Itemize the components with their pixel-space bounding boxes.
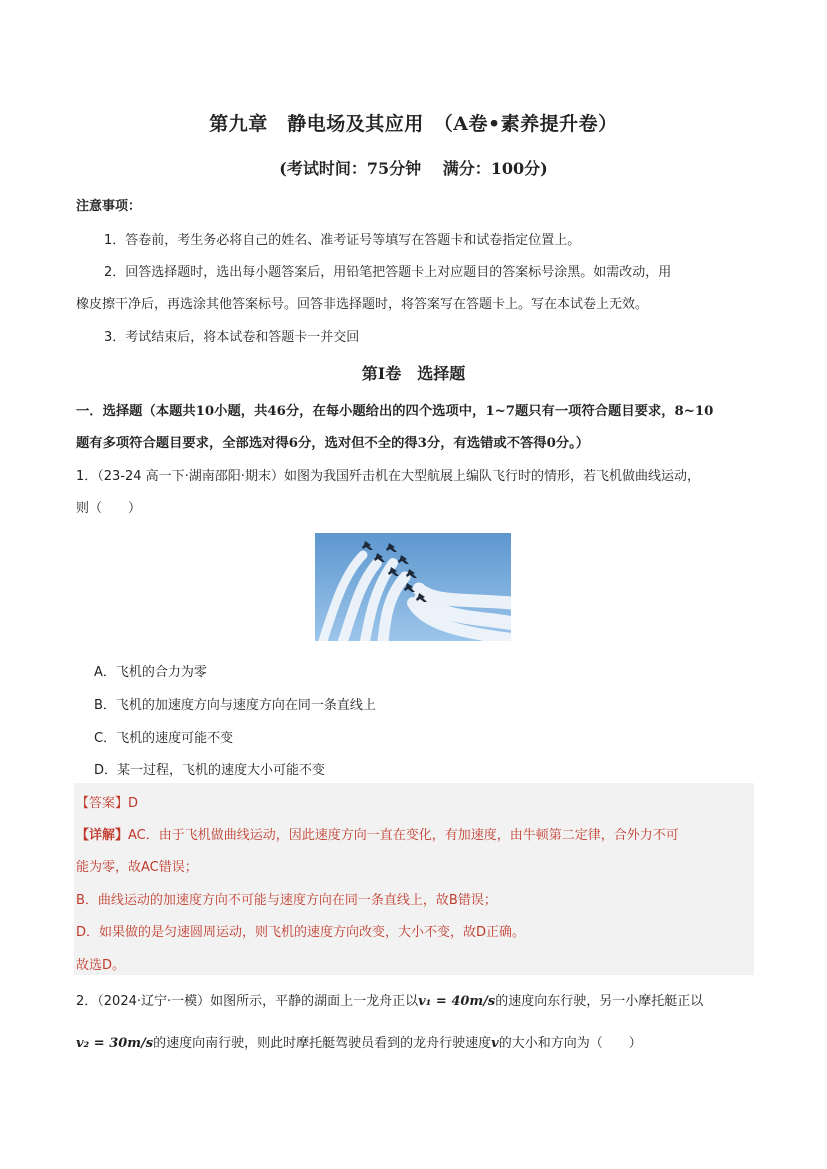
q2-stem-a1: 2．（2024·辽宁·一模）如图所示，平静的湖面上一龙舟正以	[76, 994, 419, 1009]
section-title: 第Ⅰ卷 选择题	[361, 364, 466, 383]
q1-detail-line-1	[76, 824, 679, 843]
q1-stem-b: 则（ ）	[76, 501, 142, 516]
q1-detail-line-5: 故选D。	[76, 958, 126, 973]
detail-text-1a: AC．由于飞机做曲线运动，因此速度方向一直在变化，有加速度，由牛顿第二定律，合外力不可	[128, 828, 679, 843]
q2-stem-b2: 的大小和方向为（ ）	[498, 1036, 642, 1051]
q1-detail-line-3: B．曲线运动的加速度方向不可能与速度方向在同一条直线上，故B错误；	[76, 893, 497, 908]
section-instructions-a: 一．选择题（本题共10小题，共46分，在每小题给出的四个选项中，1~7题只有一项符合题目要求，8~10	[76, 404, 714, 419]
detail-label: 【详解】	[76, 828, 129, 843]
q1-option-d: D．某一过程，飞机的速度大小可能不变	[94, 763, 326, 778]
q2-stem-b1: 的速度向南行驶，则此时摩托艇驾驶员看到的龙舟行驶速度	[153, 1036, 492, 1051]
q1-stem-a: 1．（23-24 高一下·湖南邵阳·期末）如图为我国歼击机在大型航展上编队飞行时的情形，若飞机做曲线运动，	[76, 469, 700, 484]
q2-v1: v₁ = 40m/s	[418, 994, 496, 1009]
exam-info: (考试时间：75分钟 满分：100分)	[279, 159, 548, 178]
answer-panel	[74, 783, 754, 975]
q2-v2: v₂ = 30m/s	[76, 1036, 154, 1051]
q1-option-c: C．飞机的速度可能不变	[94, 731, 234, 746]
q2-v: v	[491, 1036, 499, 1051]
section-instructions-b: 题有多项符合题目要求，全部选对得6分，选对但不全的得3分，有选错或不答得0分。）	[76, 436, 590, 451]
airshow-photo	[315, 533, 511, 641]
notice-heading: 注意事项：	[76, 199, 142, 214]
q2-stem-a2: 的速度向东行驶，另一小摩托艇正以	[495, 994, 704, 1009]
q1-answer: 【答案】D	[76, 796, 139, 811]
q1-detail-line-2: 能为零，故AC错误；	[76, 860, 198, 875]
q2-stem-a	[76, 990, 703, 1009]
notice-item-1: 1．答卷前，考生务必将自己的姓名、准考证号等填写在答题卡和试卷指定位置上。	[104, 233, 581, 248]
notice-item-2a: 2．回答选择题时，选出每小题答案后，用铅笔把答题卡上对应题目的答案标号涂黑。如需改动，用	[104, 265, 672, 280]
q1-detail-line-4: D．如果做的是匀速圆周运动，则飞机的速度方向改变，大小不变，故D正确。	[76, 925, 526, 940]
q1-option-a: A．飞机的合力为零	[94, 665, 207, 680]
q1-option-b: B．飞机的加速度方向与速度方向在同一条直线上	[94, 698, 376, 713]
q2-stem-b	[76, 1032, 642, 1051]
notice-item-2b: 橡皮擦干净后，再选涂其他答案标号。回答非选择题时，将答案写在答题卡上。写在本试卷上无效。	[76, 297, 649, 312]
notice-item-3: 3．考试结束后，将本试卷和答题卡一并交回	[104, 330, 360, 345]
page-title: 第九章 静电场及其应用 （A卷•素养提升卷）	[209, 113, 618, 135]
